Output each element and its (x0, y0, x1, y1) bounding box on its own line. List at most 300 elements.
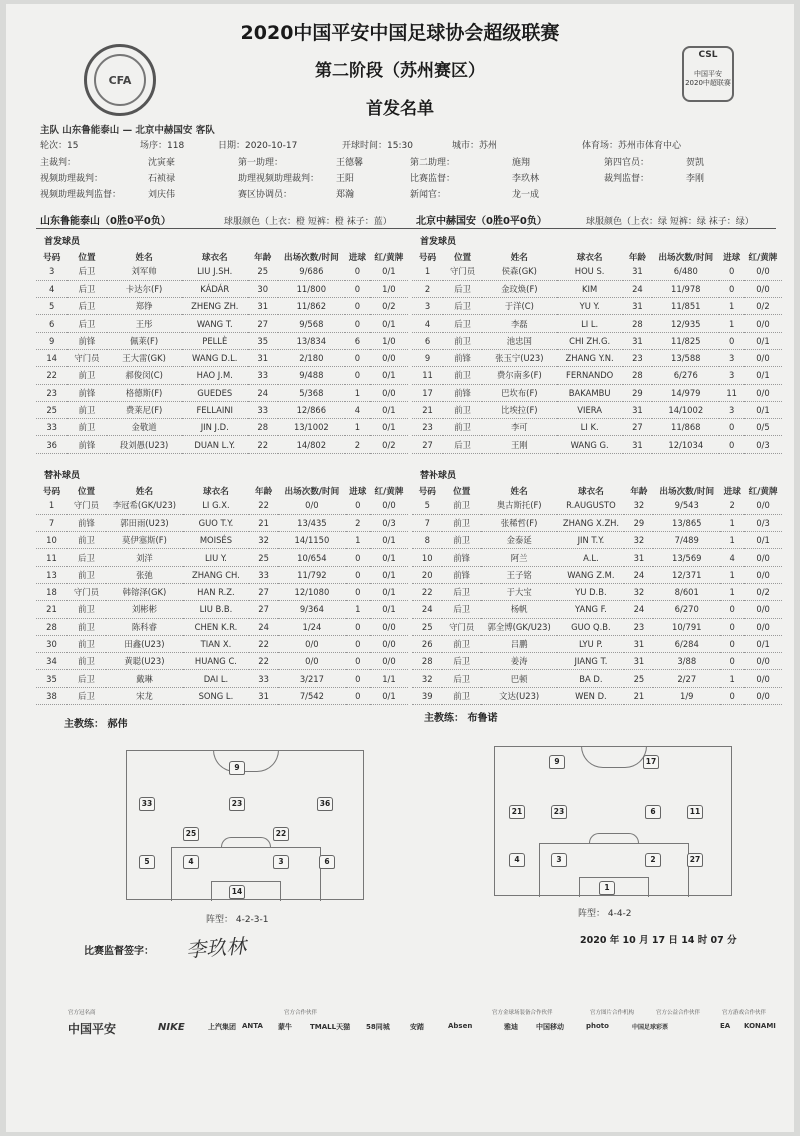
player-age: 35 (248, 332, 278, 349)
player-age: 31 (624, 653, 653, 670)
player-name: 王子铭 (481, 566, 557, 583)
player-position: 前卫 (443, 401, 482, 418)
player-shirt-name: SONG L. (183, 687, 249, 704)
player-cards: 0/0 (744, 497, 782, 514)
column-header: 进球 (348, 252, 366, 263)
player-appearances: 9/543 (653, 497, 720, 514)
player-cards: 0/1 (370, 566, 408, 583)
player-cards: 0/1 (370, 549, 408, 566)
player-goals: 0 (719, 332, 743, 349)
column-header: 年龄 (630, 486, 648, 497)
sign-time: 2020 年 10 月 17 日 14 时 07 分 (580, 935, 737, 946)
penalty-arc (589, 833, 639, 843)
column-header: 出场次数/时间 (283, 252, 339, 263)
player-appearances: 13/435 (278, 514, 345, 531)
player-goals: 1 (346, 532, 370, 549)
player-shirt-name: KÁDÁR (182, 280, 248, 297)
official-name: 沈寅豪 (148, 158, 176, 168)
league-title: 2020中国平安中国足球协会超级联赛 (240, 22, 560, 44)
sponsor-logo-konami: KONAMI (744, 1022, 776, 1030)
player-appearances: 2/180 (278, 349, 346, 366)
player-age: 22 (249, 653, 278, 670)
player-age: 32 (624, 532, 653, 549)
player-appearances: 13/569 (653, 549, 720, 566)
player-goals: 1 (345, 384, 370, 401)
player-shirt-name: DUAN L.Y. (182, 436, 248, 453)
player-marker: 23 (229, 797, 245, 811)
player-goals: 0 (345, 298, 370, 315)
player-age: 28 (623, 367, 652, 384)
player-position: 前锋 (67, 384, 106, 401)
player-name: 韩镕泽(GK) (106, 583, 183, 600)
sponsor-logo-yadea: 雅迪 (504, 1023, 518, 1031)
column-header: 球衣名 (578, 486, 604, 497)
player-row (412, 497, 782, 514)
player-goals: 4 (345, 401, 370, 418)
player-cards: 0/0 (370, 653, 408, 670)
player-position: 守门员 (67, 583, 106, 600)
sponsor-logo-saic: 上汽集团 (208, 1023, 236, 1031)
player-age: 28 (623, 315, 652, 332)
player-shirt-name: BA D. (557, 670, 624, 687)
player-cards: 0/0 (744, 349, 782, 366)
player-name: 王彤 (107, 315, 182, 332)
player-age: 31 (623, 401, 652, 418)
player-row (412, 532, 782, 549)
player-shirt-name: ZHANG X.ZH. (557, 514, 624, 531)
player-position: 后卫 (67, 549, 106, 566)
away-subs-table (412, 484, 782, 705)
player-position: 守门员 (442, 618, 480, 635)
player-cards: 1/1 (370, 670, 408, 687)
player-age: 33 (249, 566, 278, 583)
player-age: 24 (248, 384, 278, 401)
player-age: 24 (624, 601, 653, 618)
player-cards: 0/2 (370, 298, 408, 315)
player-cards: 0/1 (370, 419, 408, 436)
player-number: 3 (36, 263, 67, 280)
player-shirt-name: KIM (557, 280, 623, 297)
player-cards: 1/0 (370, 280, 408, 297)
supervisor-signature: 李玖林 (185, 933, 247, 963)
player-goals: 1 (720, 583, 744, 600)
player-row (36, 384, 408, 401)
player-shirt-name: HUANG C. (183, 653, 249, 670)
round: 轮次：15 (40, 141, 79, 151)
player-cards: 0/1 (370, 315, 408, 332)
player-age: 28 (248, 419, 278, 436)
player-shirt-name: HAN R.Z. (183, 583, 249, 600)
player-row (36, 263, 408, 280)
player-age: 27 (249, 601, 278, 618)
player-position: 前卫 (443, 367, 482, 384)
player-position: 前卫 (67, 601, 106, 618)
column-header: 出场次数/时间 (659, 486, 715, 497)
player-goals: 4 (720, 549, 744, 566)
player-name: 宋龙 (106, 687, 183, 704)
player-position: 前卫 (442, 687, 480, 704)
player-position: 后卫 (443, 315, 482, 332)
player-goals: 0 (720, 653, 744, 670)
stage-title: 第二阶段（苏州赛区） (315, 61, 485, 81)
player-name: 于洋(C) (482, 298, 556, 315)
player-row (412, 687, 782, 704)
player-shirt-name: HOU S. (557, 263, 623, 280)
official-name: 李刚 (686, 174, 705, 184)
player-appearances: 8/601 (653, 583, 720, 600)
player-name: 莫伊塞斯(F) (106, 532, 183, 549)
column-header: 年龄 (254, 252, 272, 263)
official-label: 裁判监督： (604, 174, 650, 184)
player-name: 郝俊闵(C) (107, 367, 182, 384)
player-appearances: 6/276 (652, 367, 719, 384)
player-age: 27 (623, 419, 652, 436)
player-row (412, 618, 782, 635)
sponsor-logo-anta: ANTA (242, 1022, 263, 1030)
player-age: 21 (624, 687, 653, 704)
player-shirt-name: CHEN K.R. (183, 618, 249, 635)
player-appearances: 0/0 (278, 635, 345, 652)
player-age: 27 (249, 583, 278, 600)
player-goals: 0 (720, 618, 744, 635)
home-coach: 主教练： 郝伟 (64, 719, 128, 730)
player-goals: 0 (719, 419, 743, 436)
player-position: 前卫 (67, 367, 106, 384)
player-age: 31 (248, 298, 278, 315)
player-cards: 0/1 (370, 263, 408, 280)
player-row (412, 298, 782, 315)
player-appearances: 13/588 (652, 349, 719, 366)
player-appearances: 13/1002 (278, 419, 346, 436)
player-row (412, 566, 782, 583)
player-marker: 21 (509, 805, 525, 819)
signature-label: 比赛监督签字： (84, 946, 154, 957)
player-age: 25 (624, 670, 653, 687)
column-header: 号码 (42, 486, 61, 497)
player-shirt-name: LIU J.SH. (182, 263, 248, 280)
column-header: 出场次数/时间 (284, 486, 340, 497)
player-appearances: 14/1002 (652, 401, 719, 418)
player-shirt-name: ZHANG CH. (183, 566, 249, 583)
player-cards: 0/1 (370, 583, 408, 600)
player-goals: 0 (345, 263, 370, 280)
player-shirt-name: GUEDES (182, 384, 248, 401)
home-team-name: 山东鲁能泰山（0胜0平0负） (40, 216, 171, 227)
player-number: 35 (36, 670, 67, 687)
official-name: 李玖林 (512, 174, 540, 184)
column-header: 年龄 (255, 486, 273, 497)
player-name: 刘彬彬 (106, 601, 183, 618)
player-appearances: 11/792 (278, 566, 345, 583)
official-name: 贺凯 (686, 158, 705, 168)
player-age: 31 (624, 635, 653, 652)
player-appearances: 5/368 (278, 384, 346, 401)
player-age: 23 (623, 349, 652, 366)
player-age: 31 (249, 687, 278, 704)
player-goals: 1 (720, 514, 744, 531)
player-appearances: 14/1150 (278, 532, 345, 549)
player-cards: 0/1 (370, 601, 408, 618)
column-header: 红/黄牌 (748, 252, 778, 263)
player-appearances: 1/24 (278, 618, 345, 635)
player-shirt-name: YU D.B. (557, 583, 624, 600)
player-number: 11 (36, 549, 67, 566)
player-number: 1 (412, 263, 443, 280)
player-position: 后卫 (67, 280, 106, 297)
player-row (412, 419, 782, 436)
player-row (36, 349, 408, 366)
player-shirt-name: WANG Z.M. (557, 566, 624, 583)
player-goals: 2 (346, 514, 370, 531)
player-shirt-name: WANG D.L. (182, 349, 248, 366)
player-age: 22 (249, 497, 278, 514)
away-starters-title: 首发球员 (420, 237, 457, 247)
player-name: 奥古斯托(F) (481, 497, 557, 514)
player-number: 26 (412, 635, 442, 652)
player-position: 守门员 (443, 263, 482, 280)
player-age: 33 (249, 670, 278, 687)
player-shirt-name: FELLAINI (182, 401, 248, 418)
player-position: 后卫 (67, 687, 106, 704)
player-name: 池忠国 (482, 332, 556, 349)
player-marker: 1 (599, 881, 615, 895)
column-header: 球衣名 (576, 252, 603, 263)
player-cards: 0/0 (744, 653, 782, 670)
column-header: 号码 (418, 252, 437, 263)
player-marker: 25 (183, 827, 199, 841)
player-row (412, 670, 782, 687)
player-goals: 1 (720, 566, 744, 583)
official-name: 施翔 (512, 158, 531, 168)
player-position: 前锋 (67, 436, 106, 453)
player-shirt-name: FERNANDO (557, 367, 623, 384)
player-name: 戴琳 (106, 670, 183, 687)
player-shirt-name: WANG T. (182, 315, 248, 332)
player-shirt-name: PELLÈ (182, 332, 248, 349)
official-name: 王阳 (336, 174, 355, 184)
city: 城市：苏州 (452, 141, 498, 151)
player-row (412, 583, 782, 600)
player-number: 1 (36, 497, 67, 514)
column-header: 红/黄牌 (748, 486, 778, 497)
doc-title: 首发名单 (366, 99, 434, 119)
player-age: 29 (623, 384, 652, 401)
player-marker: 17 (643, 755, 659, 769)
player-shirt-name: TIAN X. (183, 635, 249, 652)
player-marker: 9 (229, 761, 245, 775)
player-row (36, 687, 408, 704)
player-position: 前锋 (442, 566, 480, 583)
player-cards: 0/1 (744, 532, 782, 549)
player-cards: 0/0 (744, 566, 782, 583)
column-header: 姓名 (135, 252, 153, 263)
official-label: 比赛监督： (410, 174, 456, 184)
player-cards: 0/1 (744, 401, 782, 418)
column-header: 姓名 (135, 486, 154, 497)
player-marker: 3 (551, 853, 567, 867)
player-row (36, 670, 408, 687)
player-shirt-name: MOISÉS (183, 532, 249, 549)
player-goals: 3 (719, 367, 743, 384)
player-row (412, 436, 782, 453)
player-goals: 1 (720, 532, 744, 549)
player-position: 前卫 (443, 332, 482, 349)
away-coach: 主教练： 布鲁诺 (424, 713, 498, 724)
player-age: 22 (249, 635, 278, 652)
player-row (36, 419, 408, 436)
player-goals: 1 (719, 315, 743, 332)
player-age: 32 (249, 532, 278, 549)
player-row (36, 566, 408, 583)
player-marker: 27 (687, 853, 703, 867)
column-header: 球衣名 (203, 486, 229, 497)
player-cards: 0/0 (744, 384, 782, 401)
player-goals: 11 (719, 384, 743, 401)
player-position: 前卫 (67, 532, 106, 549)
player-shirt-name: VIERA (557, 401, 623, 418)
player-appearances: 9/686 (278, 263, 346, 280)
player-position: 后卫 (67, 670, 106, 687)
player-number: 7 (36, 514, 67, 531)
player-cards: 0/0 (744, 601, 782, 618)
player-marker: 36 (317, 797, 333, 811)
player-shirt-name: LI G.X. (183, 497, 249, 514)
home-starters-title: 首发球员 (44, 237, 81, 247)
player-position: 前卫 (442, 532, 480, 549)
player-goals: 0 (720, 635, 744, 652)
centre-circle (581, 746, 647, 768)
player-number: 4 (412, 315, 443, 332)
player-appearances: 3/217 (278, 670, 345, 687)
official-name: 刘庆伟 (148, 190, 176, 200)
sponsor-header: 官方图片合作机构 (590, 1010, 635, 1016)
player-row (36, 401, 408, 418)
player-appearances: 6/480 (652, 263, 719, 280)
player-age: 31 (623, 436, 652, 453)
player-age: 23 (624, 618, 653, 635)
player-goals: 0 (345, 280, 370, 297)
player-goals: 0 (346, 670, 370, 687)
player-name: 费尔南多(F) (482, 367, 556, 384)
player-appearances: 3/88 (653, 653, 720, 670)
player-number: 27 (412, 436, 443, 453)
player-shirt-name: LIU Y. (183, 549, 249, 566)
player-appearances: 11/800 (278, 280, 346, 297)
column-header: 位置 (77, 486, 96, 497)
player-number: 32 (412, 670, 442, 687)
player-number: 33 (36, 419, 67, 436)
player-age: 25 (249, 549, 278, 566)
player-cards: 0/0 (370, 497, 408, 514)
official-label: 助理视频助理裁判： (238, 174, 320, 184)
player-row (36, 298, 408, 315)
home-formation: 阵型： 4-2-3-1 (206, 915, 269, 925)
player-appearances: 9/568 (278, 315, 346, 332)
column-header: 进球 (723, 486, 741, 497)
official-label: 主裁判： (40, 158, 77, 168)
player-marker: 4 (183, 855, 199, 869)
player-cards: 0/1 (744, 367, 782, 384)
player-cards: 0/0 (744, 670, 782, 687)
player-marker: 6 (645, 805, 661, 819)
player-appearances: 2/27 (653, 670, 720, 687)
player-marker: 3 (273, 855, 289, 869)
player-row (36, 583, 408, 600)
sponsor-logo-lottery: 中国足球彩票 (632, 1024, 669, 1031)
player-goals: 0 (346, 618, 370, 635)
player-goals: 0 (346, 653, 370, 670)
player-name: 文达(U23) (481, 687, 557, 704)
player-shirt-name: JIN J.D. (182, 419, 248, 436)
player-appearances: 7/542 (278, 687, 345, 704)
player-name: 金敬道 (107, 419, 182, 436)
column-header: 姓名 (510, 486, 528, 497)
column-header: 号码 (43, 252, 61, 263)
match-no: 场序：118 (140, 141, 185, 151)
player-position: 前卫 (67, 401, 106, 418)
player-name: 巴顿 (481, 670, 557, 687)
player-appearances: 1/9 (653, 687, 720, 704)
player-shirt-name: LIU B.B. (183, 601, 249, 618)
player-row (36, 532, 408, 549)
player-shirt-name: WANG G. (557, 436, 623, 453)
player-row (412, 349, 782, 366)
player-age: 32 (624, 583, 653, 600)
player-row (412, 263, 782, 280)
player-marker: 9 (549, 755, 565, 769)
player-row (412, 549, 782, 566)
column-header: 进球 (723, 252, 741, 263)
player-number: 28 (36, 618, 67, 635)
player-appearances: 10/654 (278, 549, 345, 566)
player-name: 李冠希(GK/U23) (106, 497, 183, 514)
player-row (36, 332, 408, 349)
player-shirt-name: HAO J.M. (182, 367, 248, 384)
player-age: 33 (248, 367, 278, 384)
player-cards: 0/0 (744, 263, 782, 280)
player-name: 巴坎布(F) (482, 384, 556, 401)
player-goals: 1 (346, 601, 370, 618)
player-cards: 1/0 (370, 332, 408, 349)
player-appearances: 12/935 (652, 315, 719, 332)
player-number: 36 (36, 436, 67, 453)
player-cards: 0/1 (744, 332, 782, 349)
player-name: 张弛 (106, 566, 183, 583)
player-cards: 0/0 (370, 384, 408, 401)
player-marker: 5 (139, 855, 155, 869)
player-number: 7 (412, 514, 442, 531)
player-name: 郭全博(GK/U23) (481, 618, 557, 635)
player-marker: 23 (551, 805, 567, 819)
player-age: 24 (623, 280, 652, 297)
sponsor-logo-tmall: TMALL天猫 (310, 1023, 351, 1031)
player-goals: 6 (345, 332, 370, 349)
player-shirt-name: GUO T.Y. (183, 514, 249, 531)
player-goals: 0 (346, 497, 370, 514)
player-age: 21 (249, 514, 278, 531)
venue: 体育场：苏州市体育中心 (582, 141, 682, 151)
player-number: 14 (36, 349, 67, 366)
official-label: 视频助理裁判： (40, 174, 104, 184)
player-cards: 0/0 (744, 687, 782, 704)
player-position: 前锋 (67, 514, 106, 531)
player-cards: 0/1 (370, 401, 408, 418)
player-name: 刘洋 (106, 549, 183, 566)
player-goals: 0 (346, 549, 370, 566)
home-formation-pitch (126, 750, 364, 900)
player-appearances: 11/825 (652, 332, 719, 349)
player-name: 郭田雨(U23) (106, 514, 183, 531)
